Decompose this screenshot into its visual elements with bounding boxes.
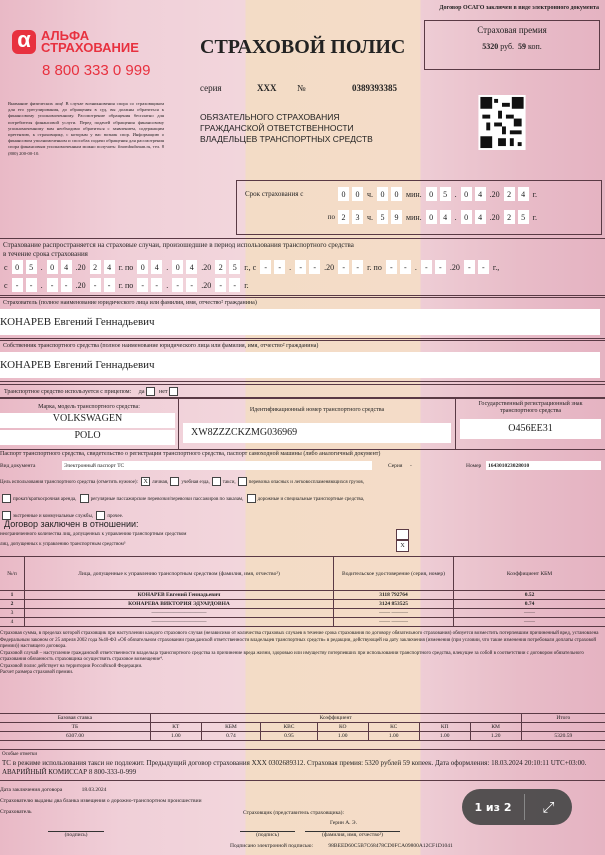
calc-total-label: Итого (521, 714, 605, 723)
purpose-option-label: личная, (152, 480, 169, 485)
driver-cell: КОНАРЕВА ВИКТОРИЯ ЭДУАРДОВНА (25, 600, 334, 609)
alfa-logo-icon: α (12, 30, 36, 54)
purpose-option[interactable] (236, 480, 364, 485)
driver-cell: КОНАРЕВ Евгений Геннадьевич (25, 591, 334, 600)
terms-paragraph: Страховой полис действует на территории Российской Федерации. (0, 663, 143, 669)
calc-value: 1.20 (470, 732, 521, 741)
term-to (338, 210, 538, 224)
digit-cell: - (309, 260, 320, 274)
digit-cell: - (90, 278, 101, 292)
driver-cell: —— ——— (334, 618, 454, 627)
purpose-checkbox[interactable] (2, 494, 11, 503)
drivers-header: Водительское удостоверение (серия, номер) (334, 557, 454, 591)
digit-cell: - (464, 260, 475, 274)
contract-option-unlimited: неограниченного количества лиц, допущенных к управлению транспортным средством (0, 532, 187, 537)
digit-cell: 5 (440, 187, 451, 201)
drivers-table (0, 556, 605, 627)
digit-cell: 2 (504, 187, 515, 201)
calc-col-header: КП (419, 723, 470, 732)
driver-cell: —————————— (25, 609, 334, 618)
document-number: 164301023028010 (486, 461, 601, 470)
vehicle-model: POLO (0, 430, 175, 445)
premium-kop-unit: коп. (528, 42, 542, 51)
calc-col-header: КМ (470, 723, 521, 732)
special-notes-label: Особые отметки (2, 752, 37, 757)
trailer-label: Транспортное средство используется с прицепом: (4, 388, 132, 395)
digit-cell: - (478, 260, 489, 274)
driver-cell: 1 (0, 591, 25, 600)
cell-separator: с (4, 262, 8, 272)
purpose-option[interactable] (78, 497, 244, 502)
digit-cell: 0 (426, 187, 437, 201)
series-value: XXX (257, 83, 277, 93)
electronic-signature-row (230, 843, 453, 849)
digit-cell: - (215, 278, 226, 292)
purpose-checkbox[interactable] (212, 477, 221, 486)
vehicle-vin-label: Идентификационный номер транспортного средства (249, 407, 385, 413)
document-series-label: Серия (388, 463, 403, 469)
digit-cell: 2 (215, 260, 226, 274)
cell-separator: г. (532, 189, 538, 199)
cell-separator: мин. (406, 212, 422, 222)
driver-cell: 3118 792764 (334, 591, 454, 600)
digit-cell: - (172, 278, 183, 292)
premium-rub-unit: руб. (500, 42, 515, 51)
purpose-option[interactable] (210, 480, 236, 485)
digit-cell: 4 (440, 210, 451, 224)
cell-separator: г., (492, 262, 500, 272)
drivers-header: Лица, допущенные к управлению транспортным средством (фамилия, имя, отчество²) (25, 557, 334, 591)
insurer-sign-label: Страхователь (0, 809, 32, 815)
digit-cell: - (435, 260, 446, 274)
terms-paragraphs (0, 631, 605, 677)
digit-cell: - (260, 260, 271, 274)
qr-code-icon (478, 95, 526, 150)
vehicle-vin: XW8ZZZCKZMG036969 (183, 423, 451, 443)
vehicle-plate-label: Государственный регистрационный знак транспортного средства (478, 401, 583, 414)
digit-cell: 0 (461, 187, 472, 201)
purpose-label: Цель использования транспортного средства (отметить нужное): (0, 480, 138, 485)
limited-drivers-checkbox[interactable]: X (396, 540, 409, 552)
owner-name: КОНАРЕВ Евгений Геннадьевич (0, 352, 600, 378)
usage-period-row2 (3, 278, 250, 292)
terms-paragraph: Расчет размера страховой премии. (0, 670, 74, 675)
usage-period-row1 (3, 260, 500, 274)
insurer-box (0, 297, 605, 339)
digit-cell: - (104, 278, 115, 292)
trailer-no-label: нет (158, 388, 168, 395)
calc-value: 1.00 (150, 732, 201, 741)
logo-phone: 8 800 333 0 999 (42, 62, 151, 79)
digit-cell: 0 (377, 187, 388, 201)
cell-separator: . (40, 262, 43, 272)
calc-col-header: КТ (150, 723, 201, 732)
series-label: серия (200, 83, 222, 93)
digit-cell: 0 (12, 260, 23, 274)
document-kind: Электронный паспорт ТС (62, 461, 372, 470)
calc-value: 1.00 (419, 732, 470, 741)
subtitle-line: ГРАЖДАНСКОЙ ОТВЕТСТВЕННОСТИ (200, 123, 354, 133)
fullscreen-expand-icon[interactable]: ⤢ (542, 798, 555, 816)
digit-cell: 3 (352, 210, 363, 224)
owner-box (0, 340, 605, 382)
calc-value: 6307.00 (0, 732, 150, 741)
electronic-signature-label: Подписано электронной подписью: (230, 843, 314, 849)
digit-cell: - (295, 260, 306, 274)
calc-empty-cell (521, 723, 605, 732)
forms-note: Страхователю выданы два бланка извещения о дорожно-транспортном происшествии (0, 798, 202, 804)
digit-cell: - (400, 260, 411, 274)
driver-cell: 2 (0, 600, 25, 609)
subtitle-line: ВЛАДЕЛЬЦЕВ ТРАНСПОРТНЫХ СРЕДСТВ (200, 134, 373, 144)
digit-cell: 0 (338, 187, 349, 201)
premium-box (424, 20, 600, 70)
cell-separator: . (289, 262, 292, 272)
purpose-option-label: дорожные и специальные транспортные средства, (257, 497, 365, 502)
purpose-option[interactable] (139, 480, 168, 485)
cell-separator: с (4, 280, 8, 290)
cell-separator: . (454, 212, 457, 222)
agent-fio-line: (фамилия, имя, отчество²) (305, 831, 400, 838)
cell-separator: г., с (244, 262, 257, 272)
page-title: СТРАХОВОЙ ПОЛИС (200, 36, 406, 58)
financial-ombudsman-notice: Внимание физических лиц! В случае возникновения спора со страховщиком для его урегулирования, до обращения в суд, вы должны обратиться к финансовому уполномоченному. Рассмотрение обращения бесплатно для потребителя финансовой услуги. Перед подачей обращения финансовому уполномоченному вам необходимо обратиться с заявлением, содержащим претензию, к страховщику, с которым у вас возник спор. Информацию о финансовом уполномоченном и способах подачи обращения для рассмотрения спора финансовым уполномоченным можно получить: finombudsman.ru, тел. 8 (800) 200-00-10. (8, 101, 164, 156)
contract-title: Договор заключен в отношении: (4, 519, 139, 529)
cell-separator: .20 (449, 262, 460, 272)
purpose-checkbox[interactable]: X (141, 477, 150, 486)
digit-cell: - (137, 278, 148, 292)
subtitle-line: ОБЯЗАТЕЛЬНОГО СТРАХОВАНИЯ (200, 112, 340, 122)
digit-cell: - (386, 260, 397, 274)
purpose-checkbox[interactable] (238, 477, 247, 486)
term-to-label: по (327, 213, 335, 221)
driver-row (0, 609, 605, 618)
document-label: Паспорт транспортного средства, свидетельство о регистрации транспортного средства, паспорт самоходной машины (либо аналогичный документ) (0, 451, 381, 457)
trailer-yes-checkbox[interactable] (146, 387, 155, 396)
digit-cell: 4 (475, 187, 486, 201)
cell-separator: г. по (118, 262, 134, 272)
purpose-option[interactable] (168, 480, 209, 485)
contract-date-label: Дата заключения договора (0, 787, 63, 793)
owner-label: Собственник транспортного средства (полное наименование юридического лица или фамилия, имя, отчество² гражданина) (3, 343, 319, 349)
policy-subtitle (200, 112, 373, 145)
digit-cell: - (47, 278, 58, 292)
agent-signature-line: (подпись) (240, 831, 295, 838)
calc-col-header: ТБ (0, 723, 150, 732)
driver-cell: —— (454, 609, 605, 618)
insurer-signature-line: (подпись) (48, 831, 104, 838)
calc-value: 1.00 (317, 732, 368, 741)
digit-cell: - (421, 260, 432, 274)
premium-rub: 5320 (482, 42, 499, 51)
cell-separator: г. по (367, 262, 382, 272)
digit-cell: - (186, 278, 197, 292)
electronic-signature: 98BEED60C5B7C68478CD0FCA09800A12CF1D1041 (328, 843, 453, 849)
insurer-label: Страхователь (полное наименование юридического лица или фамилия, имя, отчество² гражданина) (3, 300, 257, 306)
document-row (0, 461, 605, 471)
digit-cell: - (26, 278, 37, 292)
digit-cell: 0 (47, 260, 58, 274)
driver-row (0, 618, 605, 627)
cell-separator: мин. (406, 189, 422, 199)
document-number-label: Номер (466, 463, 482, 469)
cell-separator: . (166, 262, 169, 272)
term-label: Срок страхования с (245, 190, 304, 198)
calc-col-header: КБМ (201, 723, 260, 732)
purpose-option-label: такси, (222, 480, 236, 485)
usage-period-box (0, 238, 605, 296)
cell-separator: .20 (201, 262, 212, 272)
digit-cell: 4 (475, 210, 486, 224)
driver-cell: 0.74 (454, 600, 605, 609)
cell-separator: .20 (489, 189, 500, 199)
insurance-term-box (236, 180, 602, 235)
drivers-header: №/п (0, 557, 25, 591)
cell-separator: . (454, 189, 457, 199)
logo-line1: АЛЬФА (41, 28, 90, 43)
cell-separator: г. (244, 280, 249, 290)
purpose-option-label: учебная езда, (181, 480, 210, 485)
purpose-option-label: прокат/краткосрочная аренда, (13, 497, 77, 502)
contract-option-limited: лиц, допущенных к управлению транспортным средством³ (0, 542, 126, 547)
cell-separator: .20 (489, 212, 500, 222)
driver-cell: —— (454, 618, 605, 627)
digit-cell: - (12, 278, 23, 292)
digit-cell: 0 (352, 187, 363, 201)
driver-cell: —————————— (25, 618, 334, 627)
purpose-checkbox[interactable] (247, 494, 256, 503)
cell-separator: ч. (367, 212, 374, 222)
unlimited-drivers-checkbox[interactable] (396, 529, 409, 540)
agent-sign-label: Страховщик (представитель страховщика): (243, 810, 344, 816)
purpose-option-label: регулярные пассажирские перевозки/перевозки пассажиров по заказам, (90, 497, 244, 502)
digit-cell: 5 (518, 210, 529, 224)
document-kind-label: Вид документа (0, 463, 36, 469)
usage-purpose (0, 474, 605, 525)
logo-line2: СТРАХОВАНИЕ (41, 40, 139, 55)
driver-cell: 0.52 (454, 591, 605, 600)
calc-col-header: КО (317, 723, 368, 732)
driver-cell: 3 (0, 609, 25, 618)
cell-separator: . (414, 262, 417, 272)
premium-kop: 59 (518, 42, 527, 51)
cell-separator: .20 (324, 262, 335, 272)
special-notes: ТС в режиме использования такси не подлежит. Предыдущий договор страхования XXX 0302689312. Страховая премия: 5320 рублей 59 копеек. Дата оформления: 18.03.2024 20:10:11 UTC+03:00. АВАРИЙНЫЙ КОМИССАР 8 800-333-0-999 (2, 759, 587, 777)
digit-cell: 2 (504, 210, 515, 224)
contract-date-row (0, 787, 106, 793)
special-notes-box (0, 749, 605, 781)
purpose-option-label: перевозка опасных и легковоспламеняющихся грузов, (248, 480, 364, 485)
calc-value: 0.95 (261, 732, 318, 741)
digit-cell: 4 (61, 260, 72, 274)
alfa-logo (12, 27, 139, 55)
usage-period-text: в течение срока страхования (3, 250, 88, 258)
digit-cell: - (229, 278, 240, 292)
digit-cell: 5 (26, 260, 37, 274)
calc-base-label: Базовая ставка (0, 714, 150, 723)
drivers-header: Коэффициент КБМ (454, 557, 605, 591)
digit-cell: - (274, 260, 285, 274)
driver-row (0, 591, 605, 600)
purpose-option-label: экстренные и коммунальные службы, (13, 514, 94, 519)
digit-cell: - (352, 260, 363, 274)
cell-separator: . (166, 280, 169, 290)
premium-label: Страховая премия (477, 25, 547, 35)
calc-col-header: КВС (261, 723, 318, 732)
digit-cell: 0 (426, 210, 437, 224)
insurer-name: КОНАРЕВ Евгений Геннадьевич (0, 309, 600, 335)
trailer-yes-label: да (138, 388, 145, 395)
purpose-checkbox[interactable] (80, 494, 89, 503)
term-from (338, 187, 538, 201)
policy-number: 0389393385 (352, 83, 397, 93)
calc-total: 5320.59 (521, 732, 605, 741)
terms-paragraph: Страховая сумма, в пределах которой страховщик при наступлении каждого страхового случая (независимо от количества страховых случаев в течение срока страхования по договору обязательного страхования) обязуется возместить потерпевшим причиненный вред, установлена Федеральным законом от 25 апреля 2002 года №40-ФЗ «Об обязательном страховании гражданской ответственности владельцев транспортных средств» в редакции, действующей на дату заключения (изменения (при условии, что такие изменения потребовали доплаты страховой премии)) настоящего договора. (0, 631, 599, 649)
digit-cell: 4 (151, 260, 162, 274)
calc-col-header: КС (368, 723, 419, 732)
document-series: - (410, 463, 412, 469)
contract-date: 18.03.2024 (81, 787, 107, 793)
digit-cell: - (338, 260, 349, 274)
driver-cell: 3124 853525 (334, 600, 454, 609)
purpose-option[interactable] (0, 497, 76, 502)
digit-cell: 9 (391, 210, 402, 224)
digit-cell: 0 (137, 260, 148, 274)
cell-separator: г. по (118, 280, 134, 290)
digit-cell: 2 (90, 260, 101, 274)
trailer-no-checkbox[interactable] (169, 387, 178, 396)
digit-cell: 0 (461, 210, 472, 224)
page-counter: 1 из 2 (474, 800, 512, 814)
digit-cell: - (61, 278, 72, 292)
vehicle-make-label: Марка, модель транспортного средства: (38, 404, 140, 410)
trailer-row (0, 384, 605, 398)
purpose-option[interactable] (245, 497, 365, 502)
digit-cell: 0 (391, 187, 402, 201)
cell-separator: . (40, 280, 43, 290)
cell-separator: г. (532, 212, 538, 222)
digit-cell: 0 (172, 260, 183, 274)
terms-paragraph: Страховой случай – наступление гражданской ответственности владельца транспортного средства за причинение вреда жизни, здоровью или имуществу потерпевших при использовании транспортного средства, влекущее за собой в соответствии с договором обязательного страхования обязанность страховщика осуществить страховое возмещение⁴. (0, 650, 584, 662)
vehicle-plate: O456EE31 (460, 419, 601, 439)
cell-separator: .20 (75, 262, 86, 272)
driver-row (0, 600, 605, 609)
usage-period-text: Страхование распространяется на страховые случаи, произошедшие в период использования транспортного средства (3, 241, 354, 249)
digit-cell: 2 (338, 210, 349, 224)
driver-cell: 4 (0, 618, 25, 627)
premium-calc-table (0, 713, 605, 741)
cell-separator: .20 (75, 280, 86, 290)
vehicle-row (0, 398, 605, 450)
driver-cell: —— ——— (334, 609, 454, 618)
policy-series (200, 83, 397, 93)
cell-separator: ч. (367, 189, 374, 199)
calc-value: 1.00 (368, 732, 419, 741)
calc-coef-label: Коэффициент (150, 714, 521, 723)
digit-cell: - (151, 278, 162, 292)
cell-separator: .20 (201, 280, 212, 290)
agent-name: Герин А. Э. (330, 820, 357, 826)
purpose-option-label: прочее. (107, 514, 124, 519)
digit-cell: 4 (104, 260, 115, 274)
digit-cell: 5 (229, 260, 240, 274)
calc-value: 0.74 (201, 732, 260, 741)
number-label: № (297, 83, 306, 93)
digit-cell: 4 (186, 260, 197, 274)
vehicle-make: VOLKSWAGEN (0, 413, 175, 428)
digit-cell: 4 (518, 187, 529, 201)
page-viewer-pill (462, 789, 572, 825)
electronic-document-note: Договор ОСАГО заключен в виде электронного документа (439, 5, 599, 11)
purpose-checkbox[interactable] (170, 477, 179, 486)
digit-cell: 5 (377, 210, 388, 224)
